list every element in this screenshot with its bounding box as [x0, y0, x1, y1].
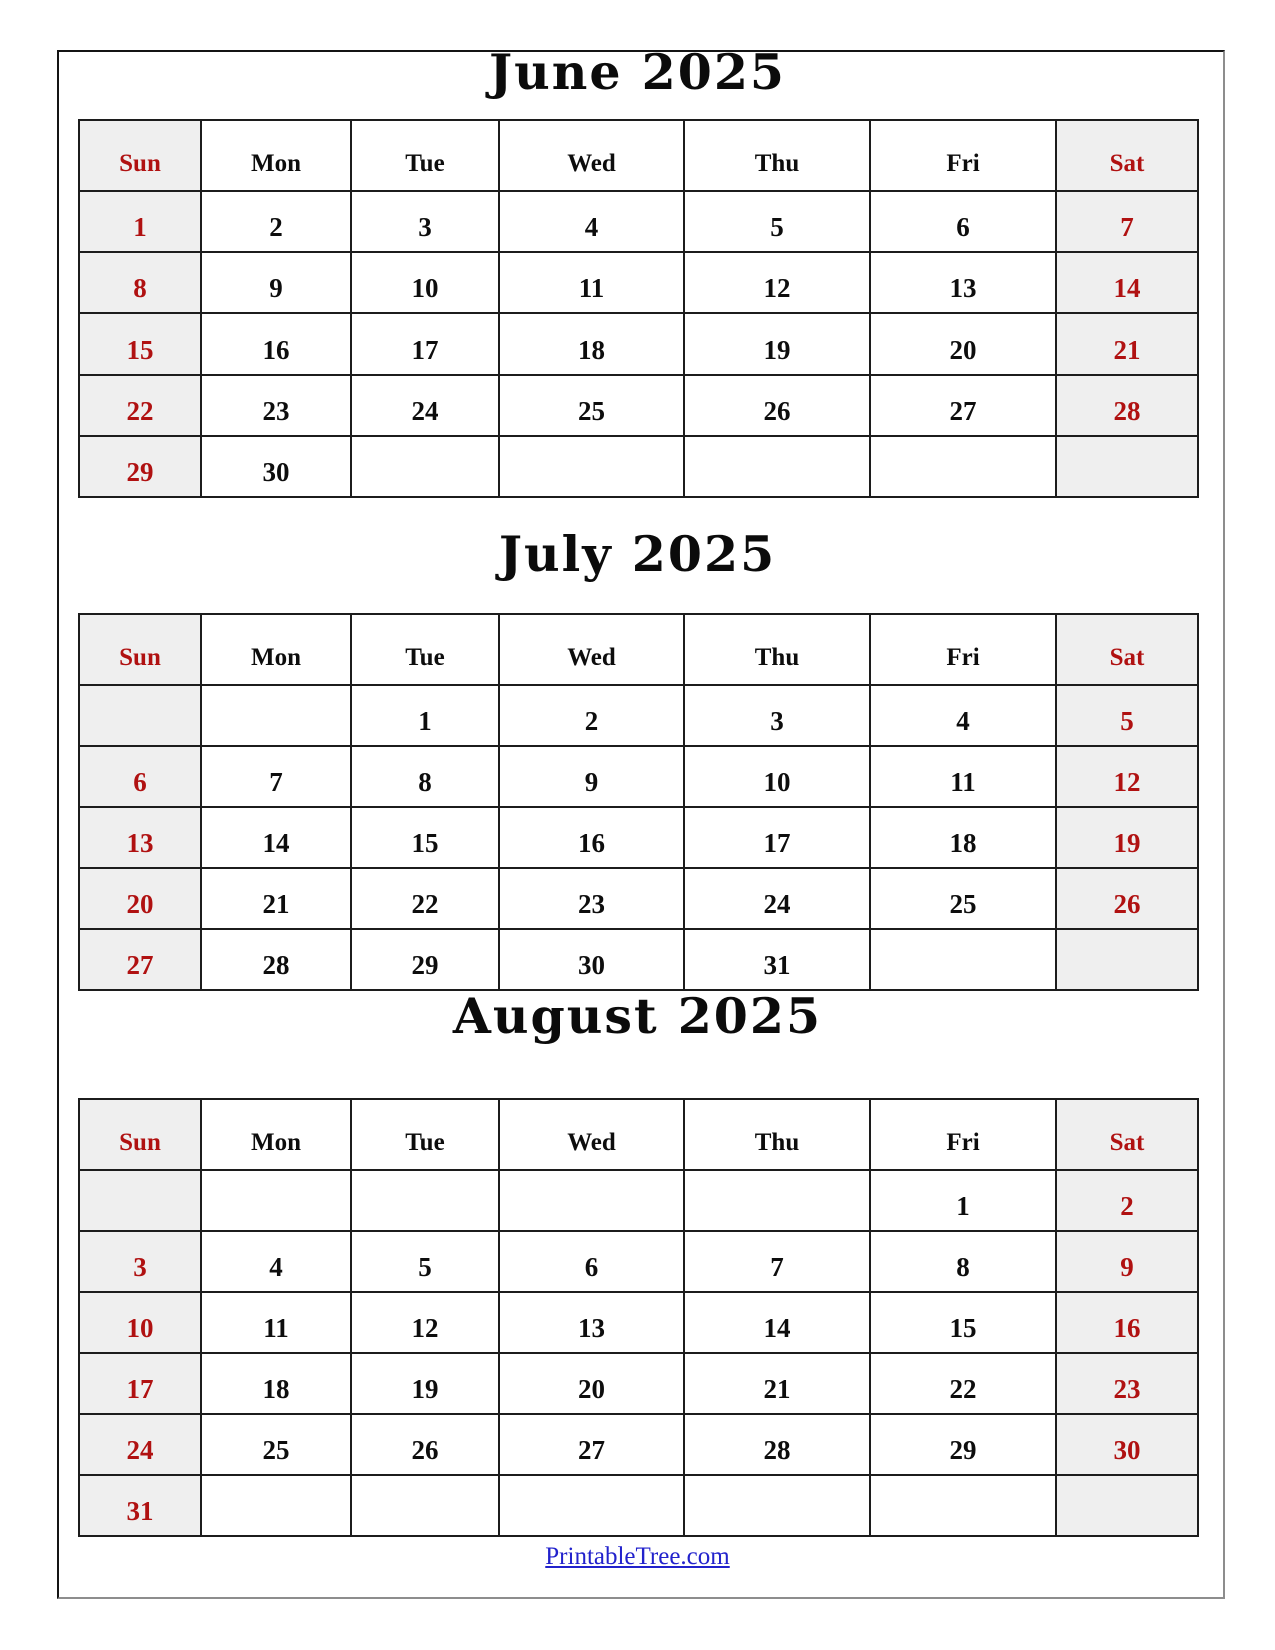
day-cell: 21: [201, 868, 351, 929]
day-cell: 31: [684, 929, 870, 990]
day-cell: 20: [499, 1353, 684, 1414]
day-cell: 2: [1056, 1170, 1198, 1231]
day-cell: 5: [351, 1231, 499, 1292]
day-cell: 7: [201, 746, 351, 807]
day-of-week-header-row: [79, 120, 1198, 191]
day-cell: 24: [351, 375, 499, 436]
day-cell: 8: [79, 252, 201, 313]
day-cell: 9: [499, 746, 684, 807]
day-cell: 24: [684, 868, 870, 929]
day-cell: 6: [870, 191, 1056, 252]
day-cell: 6: [499, 1231, 684, 1292]
week-row: [79, 1292, 1198, 1353]
calendar-table-june: [78, 119, 1199, 498]
day-header-wed: Wed: [499, 1099, 684, 1170]
day-cell: 26: [1056, 868, 1198, 929]
month-title-august: August 2025: [452, 987, 823, 1045]
day-cell: 23: [499, 868, 684, 929]
week-row: [79, 436, 1198, 497]
empty-day-cell: [79, 1170, 201, 1231]
day-cell: 4: [499, 191, 684, 252]
day-header-fri: Fri: [870, 120, 1056, 191]
day-cell: 15: [351, 807, 499, 868]
day-cell: 23: [1056, 1353, 1198, 1414]
empty-day-cell: [684, 1475, 870, 1536]
week-row: [79, 191, 1198, 252]
day-cell: 1: [79, 191, 201, 252]
day-cell: 1: [351, 685, 499, 746]
day-cell: 21: [684, 1353, 870, 1414]
day-cell: 15: [870, 1292, 1056, 1353]
day-cell: 8: [351, 746, 499, 807]
day-cell: 29: [79, 436, 201, 497]
week-row: [79, 1353, 1198, 1414]
day-cell: 23: [201, 375, 351, 436]
day-cell: 22: [351, 868, 499, 929]
empty-day-cell: [351, 436, 499, 497]
day-cell: 17: [79, 1353, 201, 1414]
day-header-tue: Tue: [351, 614, 499, 685]
day-header-thu: Thu: [684, 120, 870, 191]
day-cell: 31: [79, 1475, 201, 1536]
month-title-june: June 2025: [488, 43, 787, 101]
day-cell: 20: [79, 868, 201, 929]
day-header-sun: Sun: [79, 1099, 201, 1170]
day-cell: 9: [1056, 1231, 1198, 1292]
empty-day-cell: [684, 1170, 870, 1231]
day-cell: 4: [201, 1231, 351, 1292]
week-row: [79, 868, 1198, 929]
day-cell: 2: [201, 191, 351, 252]
day-cell: 9: [201, 252, 351, 313]
day-cell: 18: [201, 1353, 351, 1414]
day-cell: 22: [870, 1353, 1056, 1414]
day-cell: 26: [351, 1414, 499, 1475]
week-row: [79, 1231, 1198, 1292]
empty-day-cell: [499, 1170, 684, 1231]
day-cell: 30: [201, 436, 351, 497]
day-header-tue: Tue: [351, 1099, 499, 1170]
day-cell: 4: [870, 685, 1056, 746]
empty-day-cell: [201, 1475, 351, 1536]
day-cell: 22: [79, 375, 201, 436]
day-header-sat: Sat: [1056, 1099, 1198, 1170]
day-cell: 16: [1056, 1292, 1198, 1353]
day-cell: 10: [79, 1292, 201, 1353]
day-cell: 8: [870, 1231, 1056, 1292]
day-header-mon: Mon: [201, 1099, 351, 1170]
day-cell: 27: [499, 1414, 684, 1475]
day-cell: 30: [1056, 1414, 1198, 1475]
week-row: [79, 1414, 1198, 1475]
day-header-tue: Tue: [351, 120, 499, 191]
day-cell: 13: [79, 807, 201, 868]
day-header-wed: Wed: [499, 120, 684, 191]
day-cell: 11: [499, 252, 684, 313]
day-header-wed: Wed: [499, 614, 684, 685]
day-cell: 19: [351, 1353, 499, 1414]
week-row: [79, 313, 1198, 374]
empty-day-cell: [499, 1475, 684, 1536]
day-cell: 25: [870, 868, 1056, 929]
day-cell: 19: [1056, 807, 1198, 868]
day-cell: 17: [684, 807, 870, 868]
day-header-thu: Thu: [684, 1099, 870, 1170]
day-cell: 11: [201, 1292, 351, 1353]
day-cell: 28: [684, 1414, 870, 1475]
day-of-week-header-row: [79, 1099, 1198, 1170]
day-header-mon: Mon: [201, 120, 351, 191]
empty-day-cell: [351, 1475, 499, 1536]
day-header-sat: Sat: [1056, 120, 1198, 191]
day-cell: 28: [201, 929, 351, 990]
day-cell: 16: [201, 313, 351, 374]
day-cell: 25: [201, 1414, 351, 1475]
empty-day-cell: [79, 685, 201, 746]
day-cell: 14: [684, 1292, 870, 1353]
day-cell: 3: [351, 191, 499, 252]
day-cell: 24: [79, 1414, 201, 1475]
day-cell: 5: [684, 191, 870, 252]
day-cell: 11: [870, 746, 1056, 807]
month-title-july: July 2025: [498, 525, 777, 583]
day-cell: 6: [79, 746, 201, 807]
day-header-sun: Sun: [79, 120, 201, 191]
day-cell: 2: [499, 685, 684, 746]
day-cell: 14: [201, 807, 351, 868]
week-row: [79, 685, 1198, 746]
week-row: [79, 1475, 1198, 1536]
day-cell: 3: [79, 1231, 201, 1292]
empty-day-cell: [201, 685, 351, 746]
day-cell: 20: [870, 313, 1056, 374]
week-row: [79, 929, 1198, 990]
day-cell: 27: [79, 929, 201, 990]
day-cell: 12: [684, 252, 870, 313]
day-cell: 10: [351, 252, 499, 313]
day-cell: 1: [870, 1170, 1056, 1231]
day-cell: 17: [351, 313, 499, 374]
day-of-week-header-row: [79, 614, 1198, 685]
day-cell: 27: [870, 375, 1056, 436]
empty-day-cell: [499, 436, 684, 497]
day-cell: 30: [499, 929, 684, 990]
day-header-sat: Sat: [1056, 614, 1198, 685]
empty-day-cell: [1056, 436, 1198, 497]
empty-day-cell: [351, 1170, 499, 1231]
week-row: [79, 375, 1198, 436]
day-cell: 13: [870, 252, 1056, 313]
day-cell: 12: [1056, 746, 1198, 807]
day-cell: 13: [499, 1292, 684, 1353]
empty-day-cell: [201, 1170, 351, 1231]
empty-day-cell: [870, 436, 1056, 497]
day-cell: 7: [1056, 191, 1198, 252]
day-cell: 16: [499, 807, 684, 868]
day-header-fri: Fri: [870, 614, 1056, 685]
week-row: [79, 807, 1198, 868]
empty-day-cell: [684, 436, 870, 497]
calendar-table-july: [78, 613, 1199, 991]
day-header-thu: Thu: [684, 614, 870, 685]
footer: [0, 1543, 1275, 1571]
day-cell: 25: [499, 375, 684, 436]
calendar-table-august: [78, 1098, 1199, 1537]
day-cell: 7: [684, 1231, 870, 1292]
week-row: [79, 1170, 1198, 1231]
footer-site-link[interactable]: PrintableTree.com: [545, 1543, 730, 1570]
day-cell: 5: [1056, 685, 1198, 746]
empty-day-cell: [1056, 929, 1198, 990]
day-cell: 10: [684, 746, 870, 807]
week-row: [79, 746, 1198, 807]
day-cell: 29: [870, 1414, 1056, 1475]
day-cell: 26: [684, 375, 870, 436]
day-cell: 15: [79, 313, 201, 374]
day-cell: 3: [684, 685, 870, 746]
empty-day-cell: [1056, 1475, 1198, 1536]
day-cell: 29: [351, 929, 499, 990]
day-header-fri: Fri: [870, 1099, 1056, 1170]
day-cell: 21: [1056, 313, 1198, 374]
empty-day-cell: [870, 1475, 1056, 1536]
day-cell: 18: [499, 313, 684, 374]
day-header-mon: Mon: [201, 614, 351, 685]
day-header-sun: Sun: [79, 614, 201, 685]
day-cell: 12: [351, 1292, 499, 1353]
day-cell: 14: [1056, 252, 1198, 313]
empty-day-cell: [870, 929, 1056, 990]
week-row: [79, 252, 1198, 313]
day-cell: 28: [1056, 375, 1198, 436]
day-cell: 19: [684, 313, 870, 374]
day-cell: 18: [870, 807, 1056, 868]
